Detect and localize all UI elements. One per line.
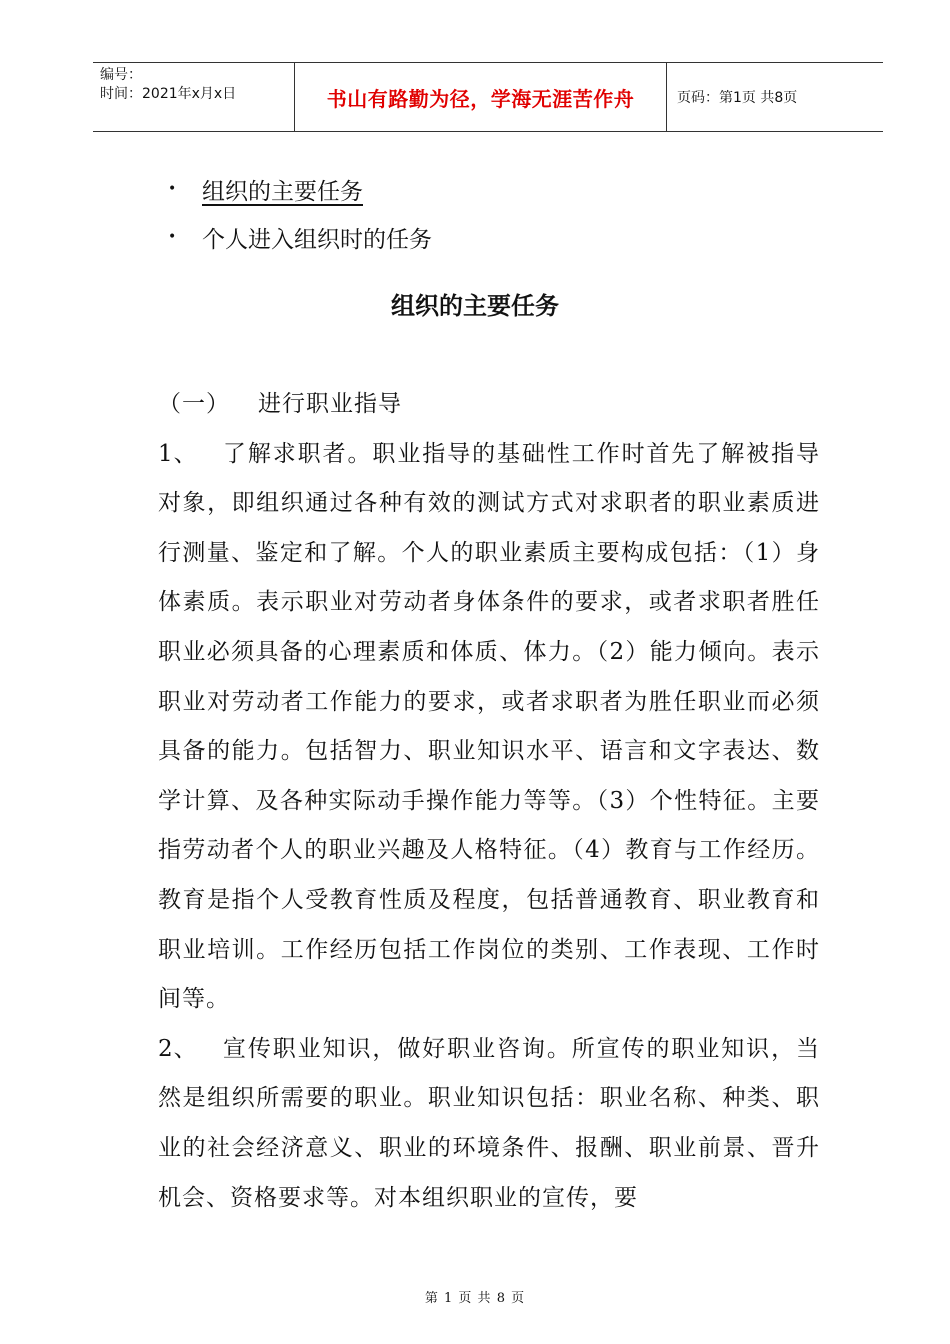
header-meta [93, 63, 295, 131]
subheading [158, 380, 820, 430]
paragraph-number: 2、 [158, 1035, 198, 1062]
paragraph-1 [158, 430, 820, 1025]
subheading-number: （一） [158, 391, 230, 417]
bullet-icon: • [168, 229, 177, 245]
page-header [93, 62, 883, 132]
header-time: 时间：2021年x月x日 [100, 86, 237, 102]
document-body [158, 380, 820, 1223]
paragraph-2 [158, 1025, 820, 1223]
section-title: 组织的主要任务 [391, 291, 559, 320]
toc-item [168, 213, 432, 261]
header-motto: 书山有路勤为径，学海无涯苦作舟 [295, 63, 667, 131]
table-of-contents [168, 165, 432, 261]
paragraph-text: 宣传职业知识，做好职业咨询。所宣传的职业知识，当然是组织所需要的职业。职业知识包括：职业名称、种类、职业的社会经济意义、职业的环境条件、报酬、职业前景、晋升机会、资格要求等。对本组织职业的宣传，要 [158, 1035, 820, 1211]
paragraph-number: 1、 [158, 440, 198, 467]
header-number: 编号： [100, 67, 142, 83]
paragraph-text: 了解求职者。职业指导的基础性工作时首先了解被指导对象，即组织通过各种有效的测试方式对求职者的职业素质进行测量、鉴定和了解。个人的职业素质主要构成包括：（1）身体素质。表示职业对劳动者身体条件的要求，或者求职者胜任职业必须具备的心理素质和体质、体力。（2）能力倾向。表示职业对劳动者工作能力的要求，或者求职者为胜任职业而必须具备的能力。包括智力、职业知识水平、语言和文字表达、数学计算、及各种实际动手操作能力等等。（3）个性特征。主要指劳动者个人的职业兴趣及人格特征。（4）教育与工作经历。教育是指个人受教育性质及程度，包括普通教育、职业教育和职业培训。工作经历包括工作岗位的类别、工作表现、工作时间等。 [158, 440, 820, 1013]
subheading-text: 进行职业指导 [258, 391, 402, 417]
toc-item[interactable] [168, 165, 432, 213]
bullet-icon: • [168, 181, 177, 197]
toc-label-personal-tasks: 个人进入组织时的任务 [202, 226, 432, 253]
toc-link-main-tasks[interactable]: 组织的主要任务 [202, 178, 363, 205]
header-page-info: 页码：第1页 共8页 [677, 90, 798, 106]
page-footer: 第 1 页 共 8 页 [424, 1291, 526, 1306]
